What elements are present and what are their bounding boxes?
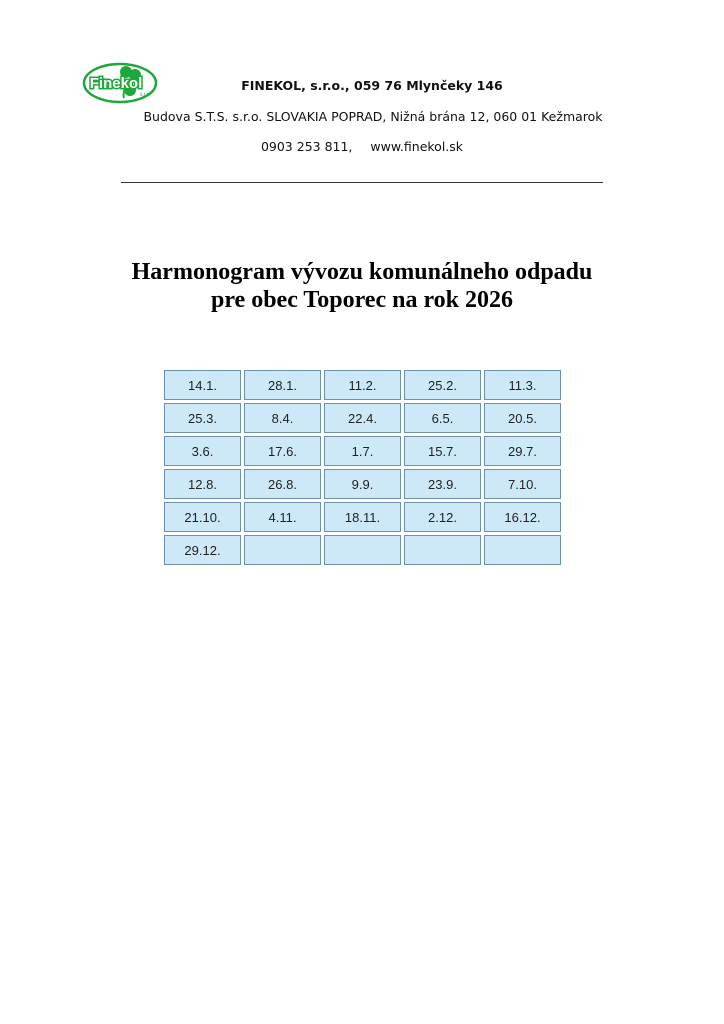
schedule-date-cell: 11.3. — [484, 370, 561, 400]
schedule-date-cell: 25.2. — [404, 370, 481, 400]
header-divider — [121, 182, 603, 183]
schedule-date-cell: 21.10. — [164, 502, 241, 532]
website-link[interactable]: www.finekol.sk — [370, 139, 464, 154]
schedule-date-cell: 26.8. — [244, 469, 321, 499]
schedule-date-cell — [404, 535, 481, 565]
schedule-date-cell: 29.7. — [484, 436, 561, 466]
schedule-date-cell: 29.12. — [164, 535, 241, 565]
schedule-date-cell: 12.8. — [164, 469, 241, 499]
schedule-date-cell — [324, 535, 401, 565]
schedule-date-cell: 2.12. — [404, 502, 481, 532]
svg-text:Finekol: Finekol — [89, 75, 143, 92]
schedule-date-cell: 8.4. — [244, 403, 321, 433]
title-line-2: pre obec Toporec na rok 2026 — [210, 287, 514, 313]
schedule-date-cell: 18.11. — [324, 502, 401, 532]
schedule-grid — [164, 370, 561, 565]
page-title — [0, 258, 724, 314]
schedule-date-cell: 22.4. — [324, 403, 401, 433]
schedule-date-cell: 1.7. — [324, 436, 401, 466]
title-line-1: Harmonogram vývozu komunálneho odpadu — [131, 259, 593, 285]
schedule-date-cell — [244, 535, 321, 565]
schedule-date-cell: 7.10. — [484, 469, 561, 499]
address-line: Budova S.T.S. s.r.o. SLOVAKIA POPRAD, Nižná brána 12, 060 01 Kežmarok — [143, 109, 603, 124]
schedule-date-cell: 11.2. — [324, 370, 401, 400]
schedule-date-cell: 16.12. — [484, 502, 561, 532]
schedule-date-cell: 9.9. — [324, 469, 401, 499]
schedule-date-cell: 14.1. — [164, 370, 241, 400]
contact-line — [0, 139, 724, 154]
schedule-date-cell: 6.5. — [404, 403, 481, 433]
schedule-date-cell: 25.3. — [164, 403, 241, 433]
svg-text:s.r.o.: s.r.o. — [140, 92, 151, 98]
schedule-date-cell: 3.6. — [164, 436, 241, 466]
company-line: FINEKOL, s.r.o., 059 76 Mlynčeky 146 — [241, 78, 503, 93]
schedule-date-cell: 23.9. — [404, 469, 481, 499]
schedule-date-cell: 28.1. — [244, 370, 321, 400]
phone-number: 0903 253 811, — [260, 139, 353, 154]
schedule-date-cell: 15.7. — [404, 436, 481, 466]
schedule-date-cell — [484, 535, 561, 565]
schedule-date-cell: 4.11. — [244, 502, 321, 532]
schedule-date-cell: 20.5. — [484, 403, 561, 433]
schedule-date-cell: 17.6. — [244, 436, 321, 466]
